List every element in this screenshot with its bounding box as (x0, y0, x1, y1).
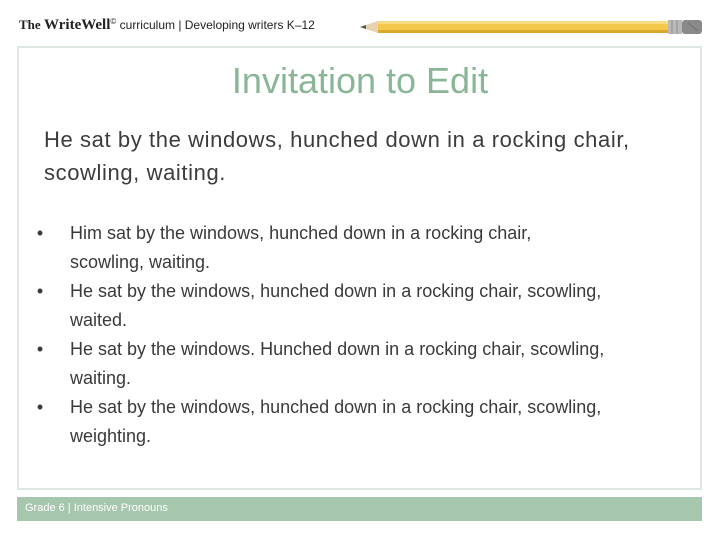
header (0, 0, 720, 46)
option-text: He sat by the windows, hunched down in a rocking chair, scowling, weighting. (70, 397, 602, 446)
option-item (30, 219, 610, 277)
slide-title: Invitation to Edit (231, 60, 489, 101)
brand-mark: © (110, 17, 117, 26)
option-text: He sat by the windows. Hunched down in a rocking chair, scowling, waiting. (70, 339, 605, 388)
option-text: Him sat by the windows, hunched down in a rocking chair, scowling, waiting. (70, 223, 532, 272)
bullet-icon: • (36, 397, 44, 417)
footer-bar (17, 497, 702, 521)
footer-label: Grade 6 | Intensive Pronouns (25, 502, 168, 514)
option-list (30, 219, 670, 451)
pencil-icon (360, 17, 705, 37)
target-sentence: He sat by the windows, hunched down in a rocking chair, scowling, waiting. (44, 127, 630, 185)
option-text: He sat by the windows, hunched down in a rocking chair, scowling, waited. (70, 281, 602, 330)
brand-logo (19, 17, 315, 34)
option-item (30, 393, 610, 451)
bullet-icon: • (36, 281, 44, 301)
option-item (30, 335, 610, 393)
bullet-icon: • (36, 223, 44, 243)
option-item (30, 277, 610, 335)
brand-name: WriteWell (44, 17, 111, 33)
brand-the: The (19, 17, 41, 32)
brand-tagline: curriculum | Developing writers K–12 (119, 18, 315, 32)
bullet-icon: • (36, 339, 44, 359)
